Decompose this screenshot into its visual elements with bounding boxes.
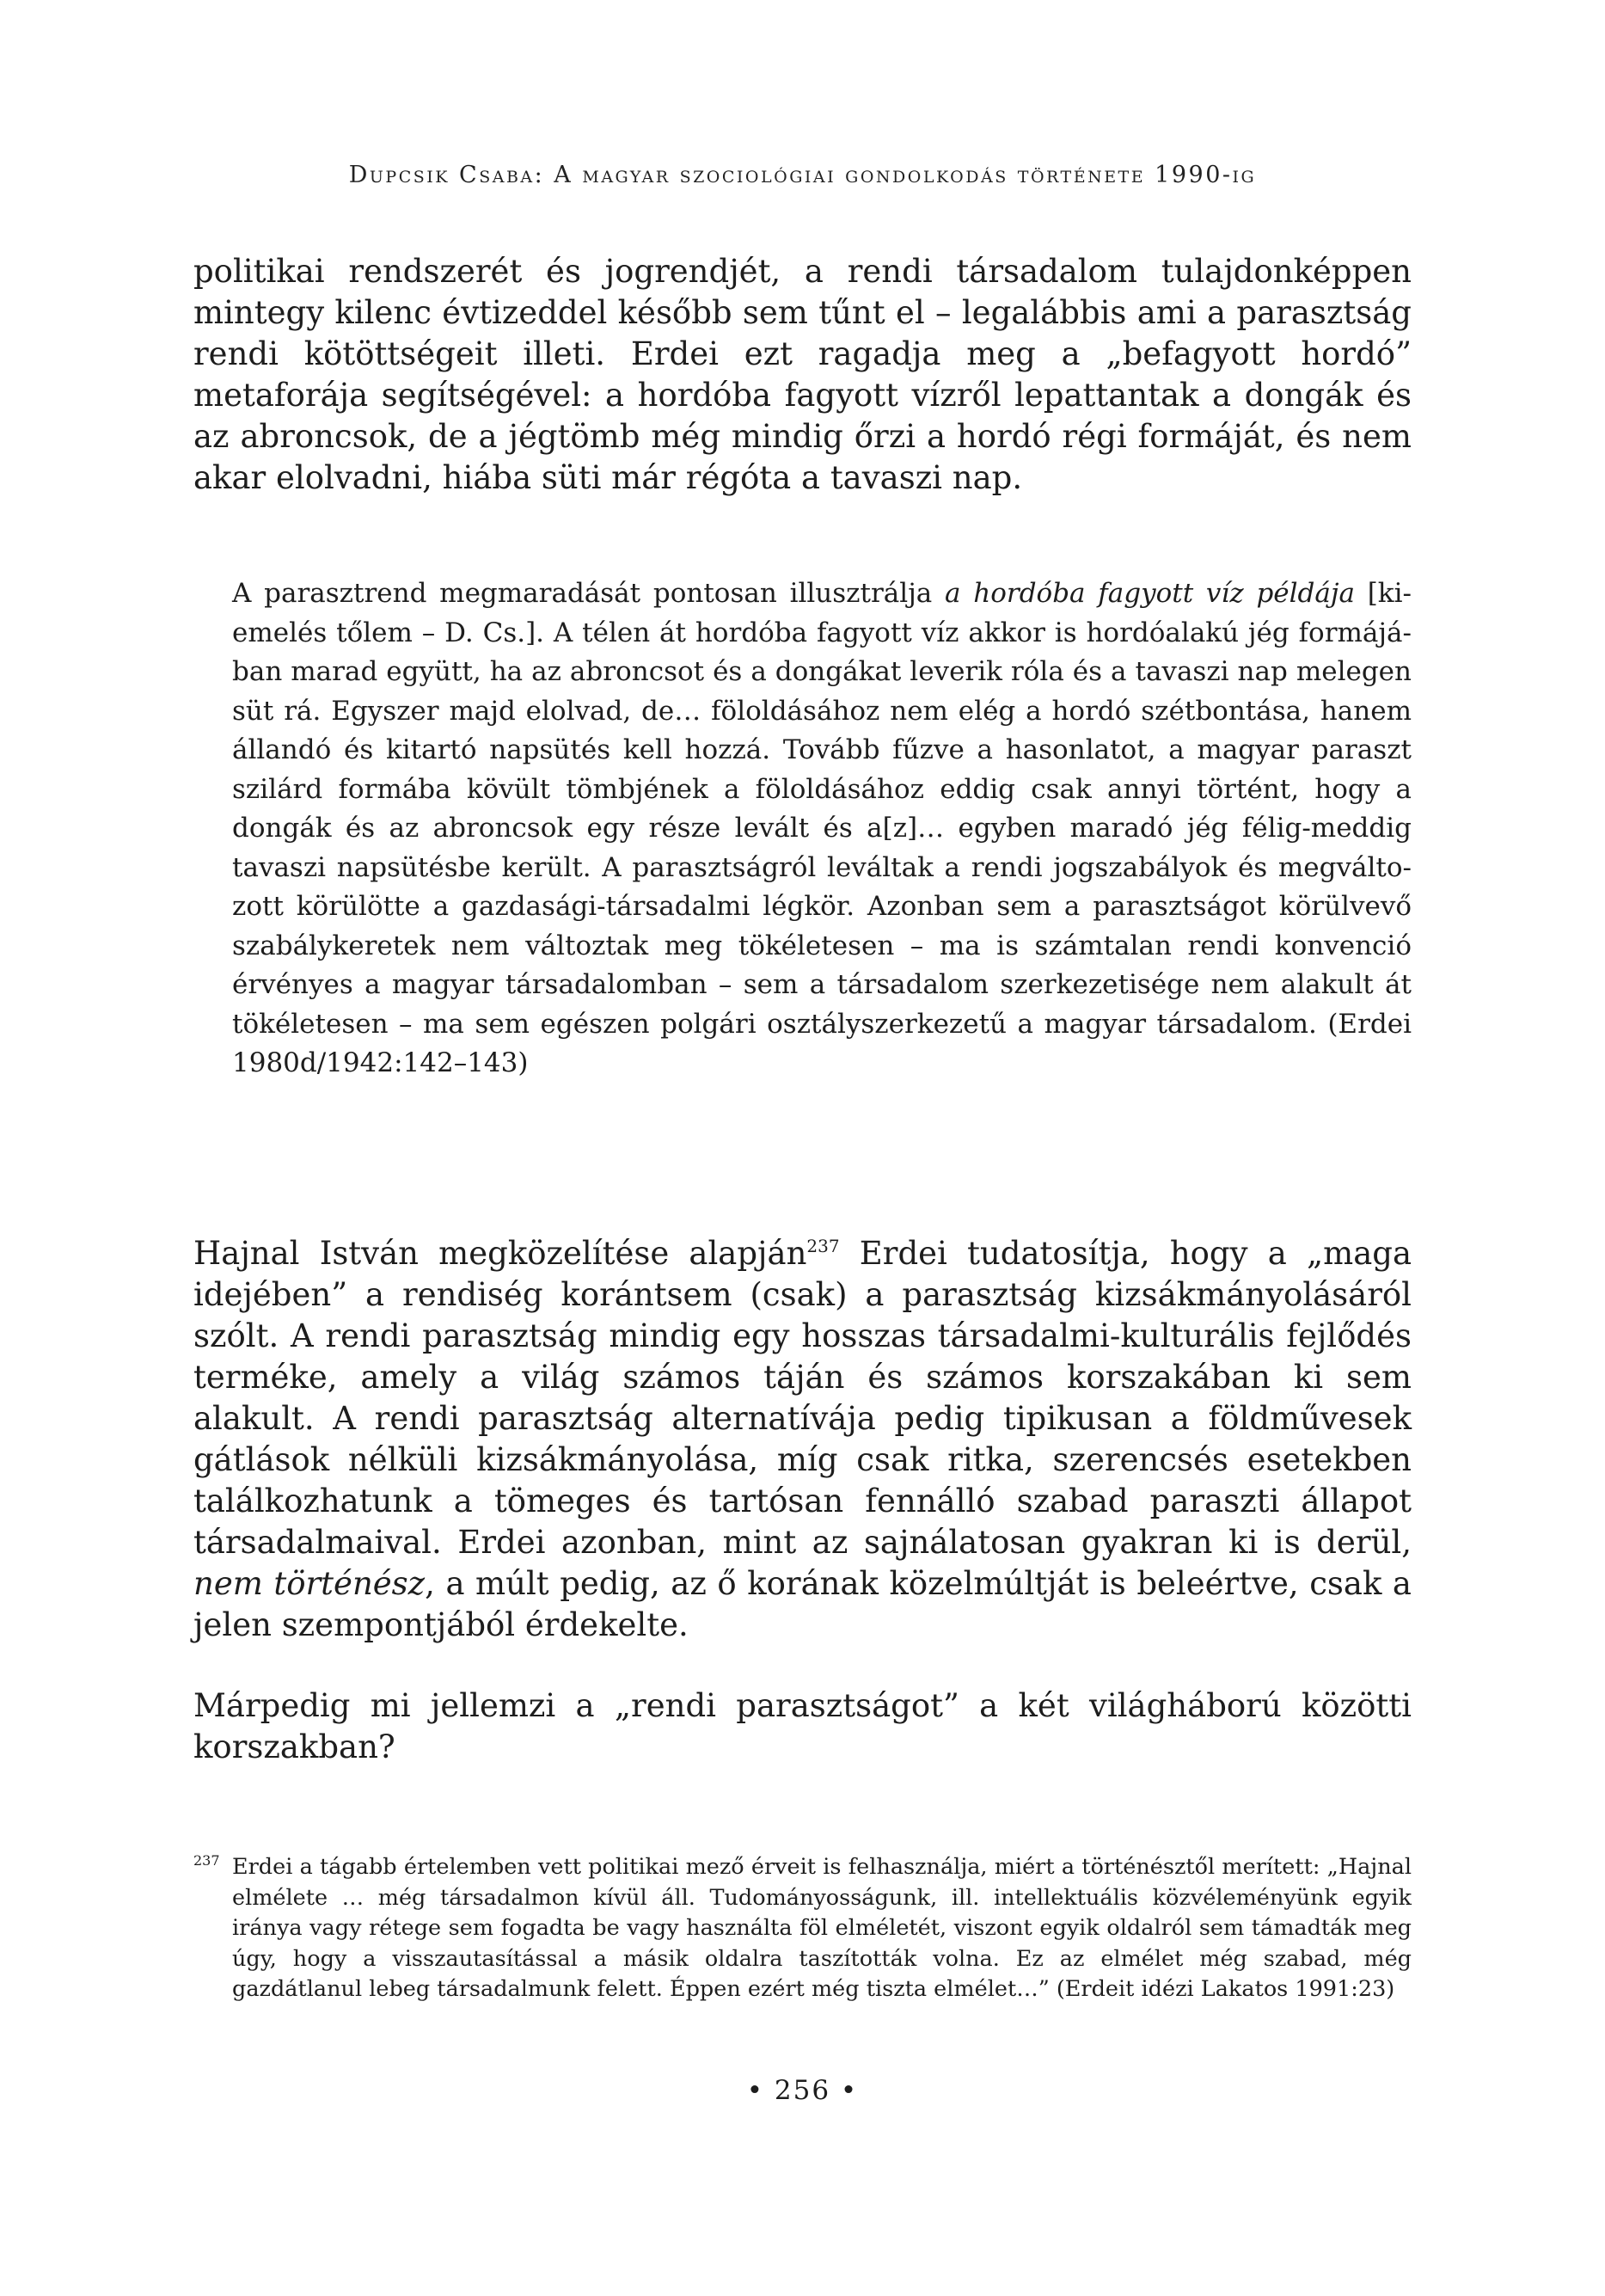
footnote — [193, 1852, 1412, 2005]
page-number: • 256 • — [746, 2075, 859, 2106]
paragraph-text — [193, 1233, 1412, 1646]
footnote-reference[interactable]: 237 — [806, 1236, 840, 1256]
quote-text-start: A parasztrend megmaradását pontosan illusztrálja — [232, 578, 946, 609]
body-paragraph-2 — [193, 1233, 1412, 1646]
paragraph-text-end: , a múlt pedig, az ő korának közelmúltját is beleértve, csak a jelen szempontjából érdekelte. — [193, 1565, 1412, 1643]
footnote-number: 237 — [193, 1852, 220, 1869]
block-quote — [193, 574, 1412, 1084]
footnote-text: Erdei a tágabb értelemben vett politikai mező érveit is felhasználja, miért a történésztől merített: „Hajnal elmélete … még társadalmon kívül áll. Tudományosságunk, ill. intellektuális közvéleményünk egyik iránya vagy rétege sem fogadta be vagy használta föl elméletét, viszont egyik oldalról sem támadták meg úgy, hogy a visszautasítással a másik oldalra taszították volna. Ez az elmélet még szabad, még gazdátlanul lebeg társadalmunk felett. Éppen ezért még tiszta elmélet…” (Erdeit idézi Lakatos 1991:23) — [232, 1854, 1412, 2002]
quote-text — [232, 574, 1412, 1084]
paragraph-emphasis: nem történész — [193, 1565, 426, 1602]
quote-emphasis: a hordóba fagyott víz példája — [945, 578, 1355, 609]
paragraph-text: Márpedig mi jellemzi a „rendi parasztságot” a két világháború közötti korszakban? — [193, 1687, 1412, 1765]
running-head: Dupcsik Csaba: A magyar szociológiai gondolkodás története 1990-ig — [348, 162, 1257, 188]
quote-text-rest: [kiemelés tőlem – D. Cs.]. A télen át hordóba fagyott víz akkor is hordóalakú jég formájában marad együtt, ha az abroncsot és a dongákat leverik róla és a tavaszi nap melegen süt rá. Egyszer majd elolvad, de… föloldásához nem elég a hordó szétbontása, hanem állandó és kitartó napsütés kell hozzá. Tovább fűzve a hasonlatot, a magyar paraszt szilárd formába kövült tömbjének a föloldásához eddig csak annyi történt, hogy a dongák és az abroncsok egy része levált és a[z]… egyben maradó jég félig-meddig tavaszi napsütésbe került. A parasztságról leváltak a rendi jogszabályok és megváltozott körülötte a gazdasági-társadalmi légkör. Azonban sem a parasztságot körülvevő szabálykeretek nem változtak meg tökéletesen – ma is számtalan rendi konvenció érvényes a magyar társadalomban – sem a társadalom szerkezetisége nem alakult át tökéletesen – ma sem egészen polgári osztályszerkezetű a magyar társadalom. (Erdei 1980d/1942:142–143) — [232, 578, 1412, 1078]
paragraph-text: politikai rendszerét és jogrendjét, a rendi társadalom tulajdonképpen mintegy kilenc évtizeddel később sem tűnt el – legalábbis ami a parasztság rendi kötöttségeit illeti. Erdei ezt ragadja meg a „befagyott hordó” metaforája segítségével: a hordóba fagyott vízről lepattantak a dongák és az abroncsok, de a jégtömb még mindig őrzi a hordó régi formáját, és nem akar elolvadni, hiába süti már régóta a tavaszi nap. — [193, 253, 1412, 496]
paragraph-text-start: Hajnal István megközelítése alapján — [193, 1235, 807, 1272]
body-paragraph-1 — [193, 251, 1412, 499]
paragraph-text-middle: Erdei tudatosítja, hogy a „maga idejében” a rendiség korántsem (csak) a parasztság kizsákmányolásáról szólt. A rendi parasztság mindig egy hosszas társadalmi-kulturális fejlődés terméke, amely a világ számos táján és számos korszakában ki sem alakult. A rendi parasztság alternatívája pedig tipikusan a földművesek gátlások nélküli kizsákmányolása, míg csak ritka, szerencsés esetekben találkozhatunk a tömeges és tartósan fennálló szabad paraszti állapot társadalmaival. Erdei azonban, mint az sajnálatosan gyakran ki is derül, — [193, 1235, 1412, 1561]
body-paragraph-3 — [193, 1685, 1412, 1768]
